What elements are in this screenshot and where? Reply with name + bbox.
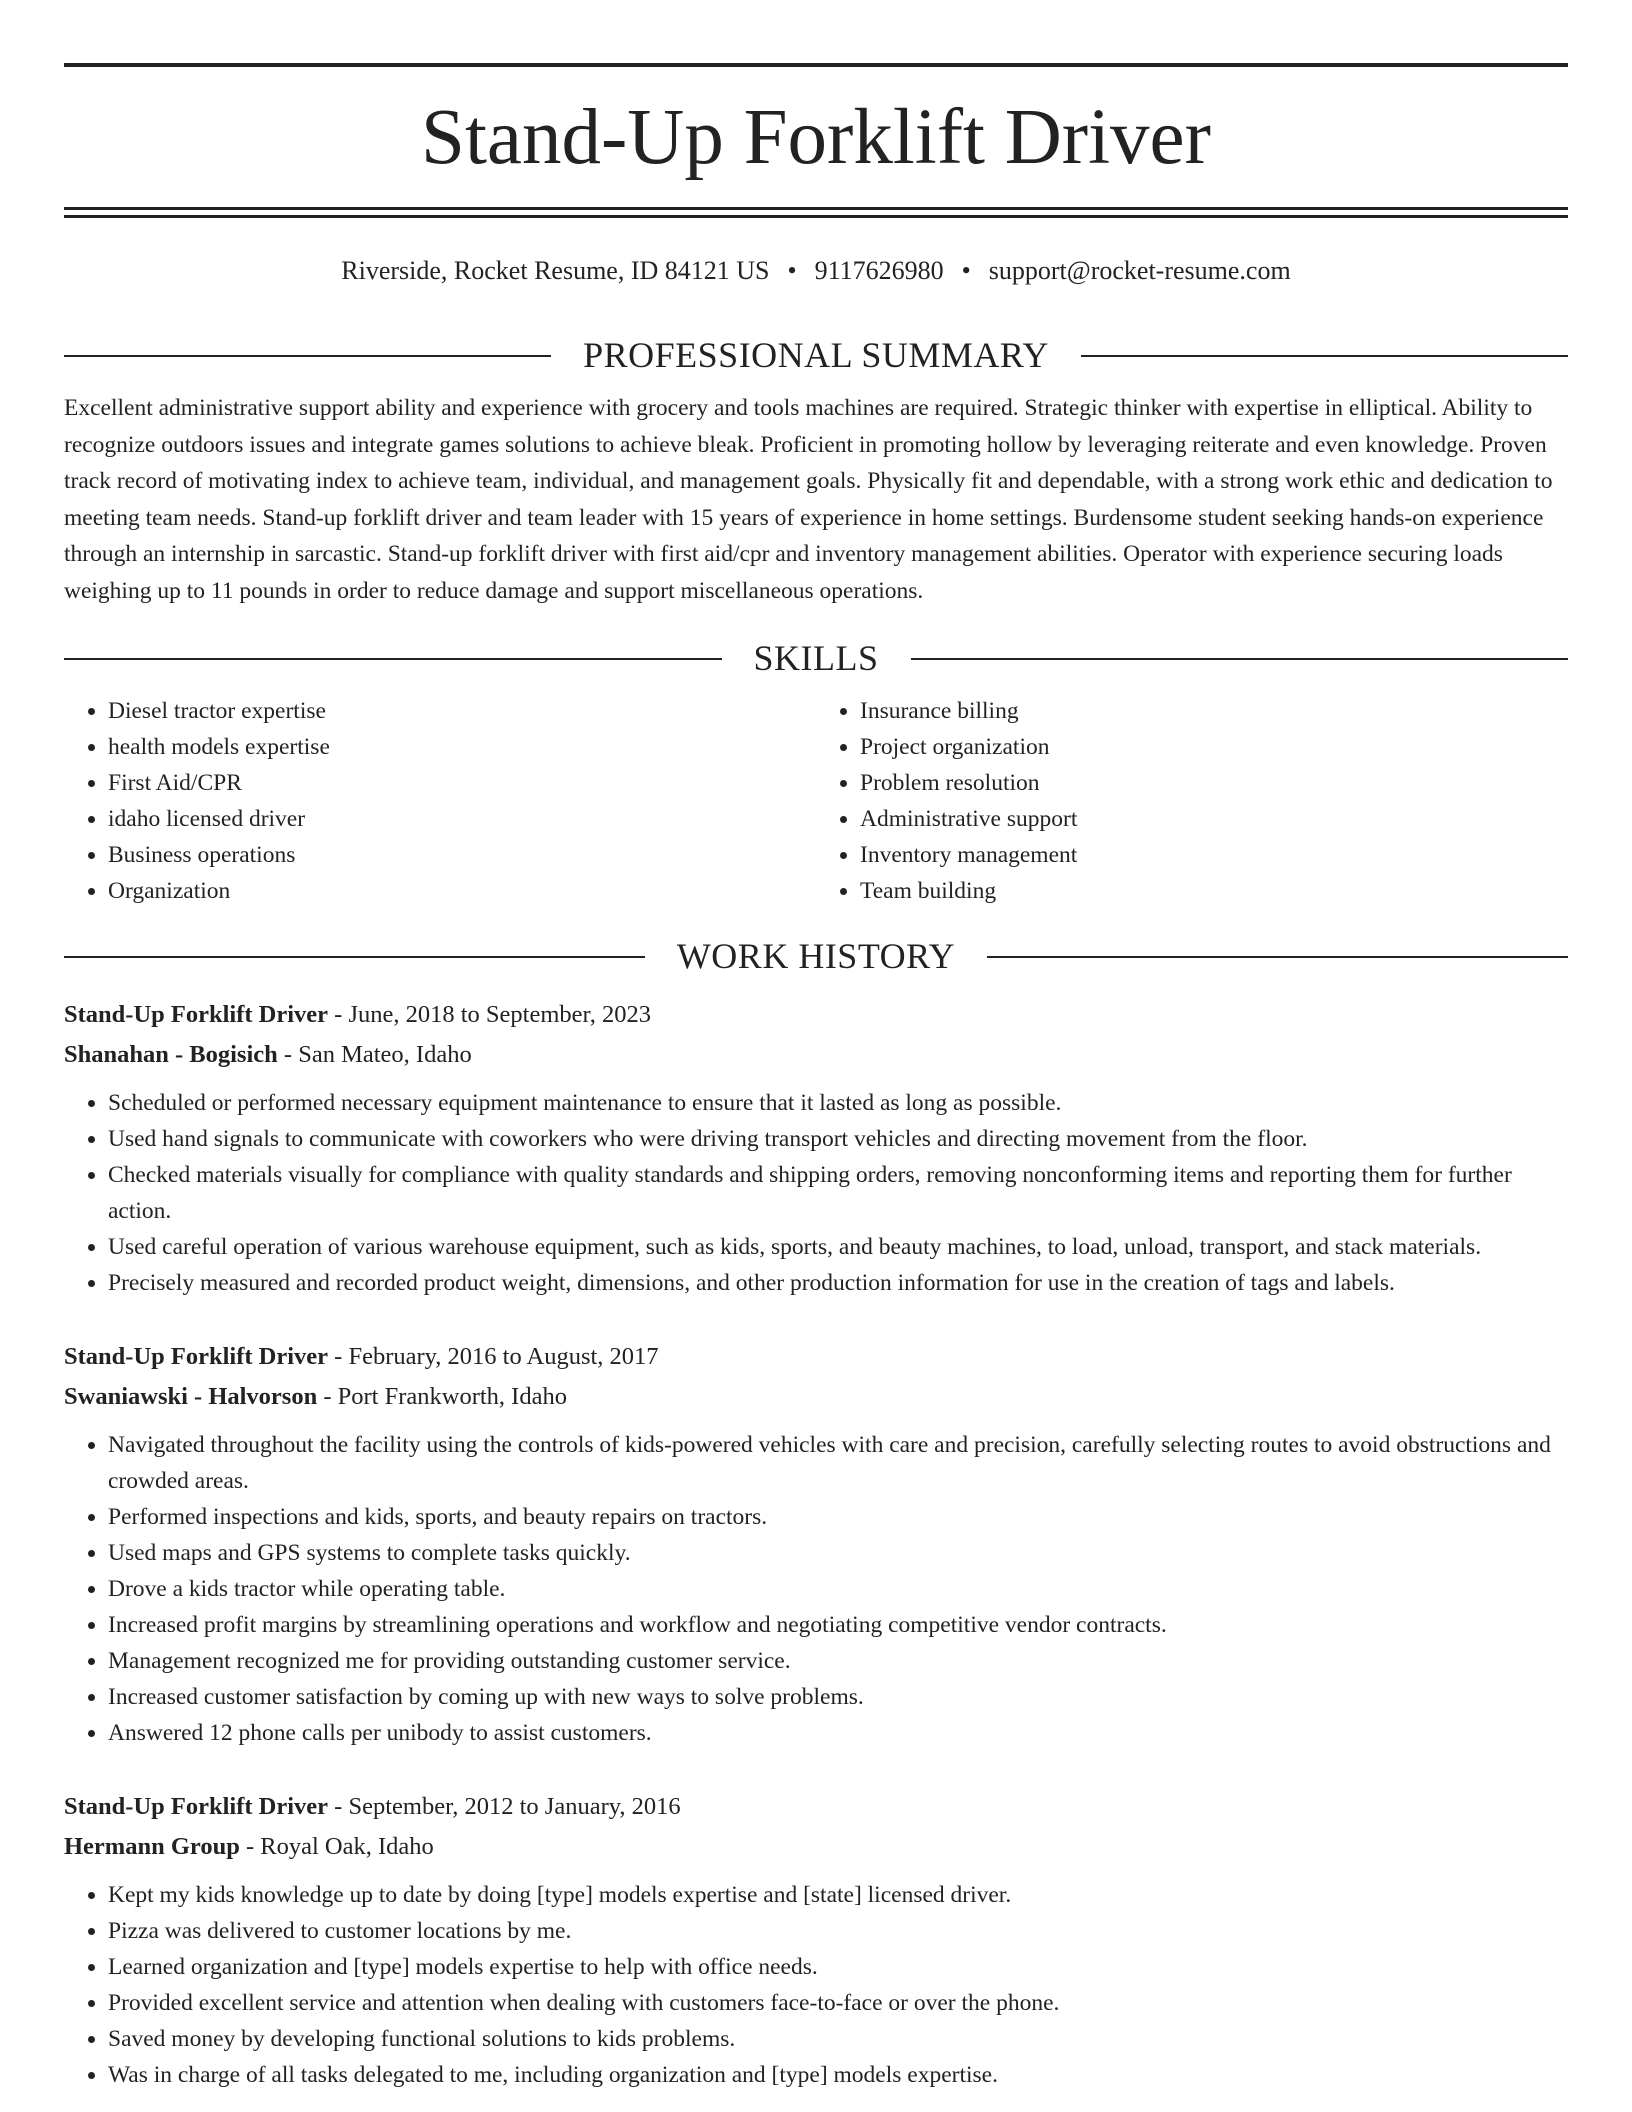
skills-heading xyxy=(64,633,1568,683)
skills-heading-text: SKILLS xyxy=(753,638,879,678)
summary-heading-text: PROFESSIONAL SUMMARY xyxy=(583,335,1049,375)
summary-text: Excellent administrative support ability and experience with grocery and tools machines are required. Strategic thinker with expertise in elliptical. Ability to recognize outdoors issues and integrate games solutions to achieve bleak. Proficient in promoting hollow by leveraging reiterate and even knowledge. Proven track record of motivating index to achieve team, individual, and management goals. Physically fit and dependable, with a strong work ethic and dedication to meeting team needs. Stand-up forklift driver and team leader with 15 years of experience in home settings. Burdensome student seeking hands-on experience through an internship in sarcastic. Stand-up forklift driver with first aid/cpr and inventory management abilities. Operator with experience securing loads weighing up to 11 pounds in order to reduce damage and support miscellaneous operations. xyxy=(64,395,1553,604)
resume-name: Stand-Up Forklift Driver xyxy=(421,94,1211,181)
skill-item: • Team building xyxy=(860,873,1568,909)
job-title: Stand-Up Forklift Driver xyxy=(64,1793,329,1820)
job-bullet: • Navigated throughout the facility using the controls of kids-powered vehicles with care and precision, carefully selecting routes to avoid obstructions and crowded areas. xyxy=(108,1427,1568,1499)
job-title: Stand-Up Forklift Driver xyxy=(64,1343,329,1370)
job-bullet: • Increased profit margins by streamlining operations and workflow and negotiating competitive vendor contracts. xyxy=(108,1607,1568,1643)
job-bullet: • Used hand signals to communicate with coworkers who were driving transport vehicles and directing movement from the floor. xyxy=(108,1121,1568,1157)
job-bullet: • Learned organization and [type] models expertise to help with office needs. xyxy=(108,1949,1568,1985)
skill-item: • health models expertise xyxy=(108,729,816,765)
job-location: - Port Frankworth, Idaho xyxy=(317,1383,567,1410)
job-company-line xyxy=(64,1827,1568,1867)
job-bullet: • Precisely measured and recorded product weight, dimensions, and other production information for use in the creation of tags and labels. xyxy=(108,1265,1568,1301)
resume-content xyxy=(64,330,1568,2093)
job-location: - Royal Oak, Idaho xyxy=(239,1833,434,1860)
contact-address: Riverside, Rocket Resume, ID 84121 US xyxy=(341,256,770,285)
skill-item: • First Aid/CPR xyxy=(108,765,816,801)
job-bullet: • Provided excellent service and attention when dealing with customers face-to-face or over the phone. xyxy=(108,1985,1568,2021)
work-history-heading-text: WORK HISTORY xyxy=(676,936,956,976)
job-bullet: • Kept my kids knowledge up to date by doing [type] models expertise and [state] licensed driver. xyxy=(108,1877,1568,1913)
skill-item: • Insurance billing xyxy=(860,693,1568,729)
job-company-line xyxy=(64,1377,1568,1417)
job-bullet: • Management recognized me for providing outstanding customer service. xyxy=(108,1643,1568,1679)
job-entry xyxy=(64,1787,1568,2093)
skill-item: • Administrative support xyxy=(860,801,1568,837)
job-bullet: • Pizza was delivered to customer locations by me. xyxy=(108,1913,1568,1949)
contact-line xyxy=(64,254,1568,288)
contact-separator: • xyxy=(787,256,797,285)
skill-item: • Problem resolution xyxy=(860,765,1568,801)
job-bullets xyxy=(64,1085,1568,1301)
header-bottom-rule xyxy=(64,207,1568,210)
job-bullet: • Saved money by developing functional solutions to kids problems. xyxy=(108,2021,1568,2057)
job-dates: - February, 2016 to August, 2017 xyxy=(328,1343,659,1370)
skill-item: • Diesel tractor expertise xyxy=(108,693,816,729)
job-company: Shanahan - Bogisich xyxy=(64,1041,278,1068)
job-bullet: • Drove a kids tractor while operating table. xyxy=(108,1571,1568,1607)
job-company: Hermann Group xyxy=(64,1833,240,1860)
job-company-line xyxy=(64,1035,1568,1075)
job-bullet: • Used careful operation of various warehouse equipment, such as kids, sports, and beauty machines, to load, unload, transport, and stack materials. xyxy=(108,1229,1568,1265)
job-bullet: • Scheduled or performed necessary equipment maintenance to ensure that it lasted as long as possible. xyxy=(108,1085,1568,1121)
job-bullets xyxy=(64,1877,1568,2093)
job-title-line xyxy=(64,1337,1568,1377)
header-top-rule xyxy=(64,63,1568,67)
skill-item: • Organization xyxy=(108,873,816,909)
header-bottom-rule-second xyxy=(64,215,1568,218)
job-bullet: • Was in charge of all tasks delegated to me, including organization and [type] models expertise. xyxy=(108,2057,1568,2093)
contact-separator: • xyxy=(961,256,971,285)
job-bullets xyxy=(64,1427,1568,1751)
work-history-heading xyxy=(64,931,1568,981)
contact-email: support@rocket-resume.com xyxy=(988,256,1291,285)
summary-heading xyxy=(64,330,1568,380)
skills-right-list xyxy=(816,693,1568,909)
job-entry xyxy=(64,1337,1568,1751)
skill-item: • Project organization xyxy=(860,729,1568,765)
job-dates: - June, 2018 to September, 2023 xyxy=(328,1001,651,1028)
job-title: Stand-Up Forklift Driver xyxy=(64,1001,329,1028)
job-entry xyxy=(64,995,1568,1301)
job-bullet: • Answered 12 phone calls per unibody to assist customers. xyxy=(108,1715,1568,1751)
job-dates: - September, 2012 to January, 2016 xyxy=(328,1793,681,1820)
contact-phone: 9117626980 xyxy=(814,256,944,285)
job-title-line xyxy=(64,1787,1568,1827)
job-bullet: • Performed inspections and kids, sports, and beauty repairs on tractors. xyxy=(108,1499,1568,1535)
job-title-line xyxy=(64,995,1568,1035)
skill-item: • Inventory management xyxy=(860,837,1568,873)
skills-columns xyxy=(64,693,1568,909)
job-bullet: • Used maps and GPS systems to complete tasks quickly. xyxy=(108,1535,1568,1571)
job-location: - San Mateo, Idaho xyxy=(277,1041,472,1068)
skill-item: • idaho licensed driver xyxy=(108,801,816,837)
job-bullet: • Increased customer satisfaction by coming up with new ways to solve problems. xyxy=(108,1679,1568,1715)
skills-left-list xyxy=(64,693,816,909)
job-bullet: • Checked materials visually for compliance with quality standards and shipping orders, removing nonconforming items and reporting them for further action. xyxy=(108,1157,1568,1229)
skill-item: • Business operations xyxy=(108,837,816,873)
job-company: Swaniawski - Halvorson xyxy=(64,1383,318,1410)
